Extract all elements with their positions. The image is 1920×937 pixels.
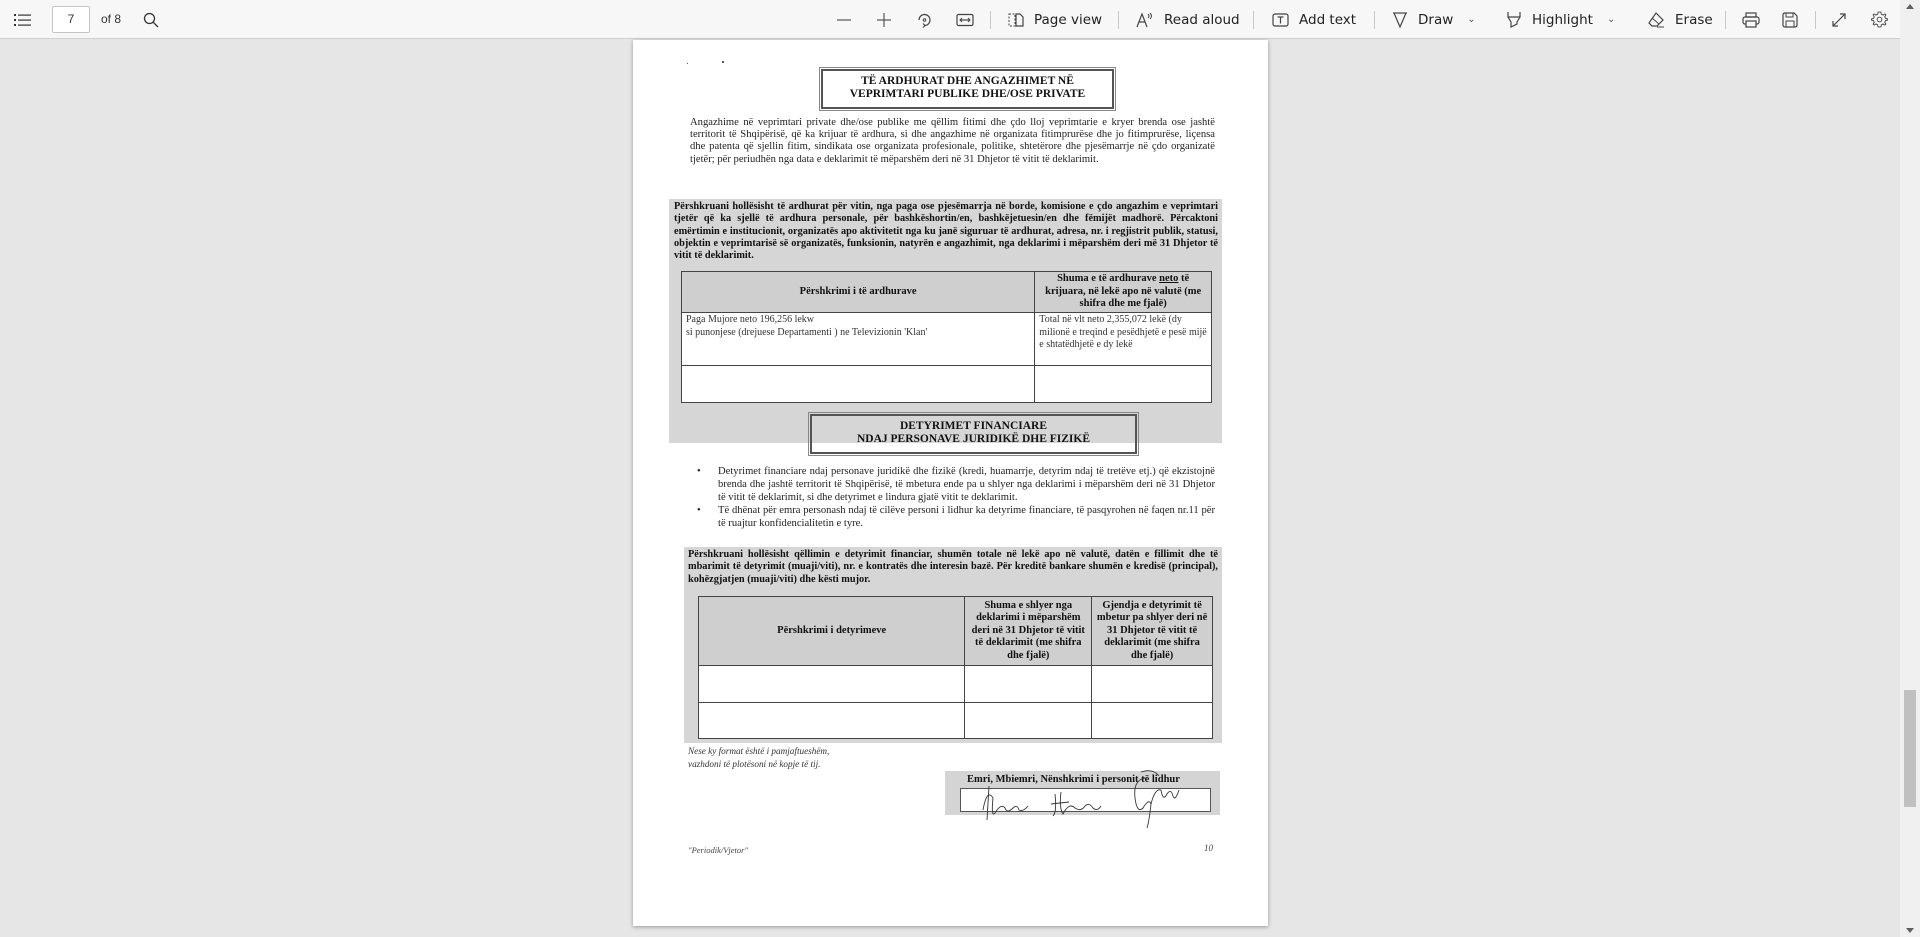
- draw-label: Draw: [1418, 11, 1454, 28]
- format-note: [688, 745, 829, 770]
- footer-page-number: 10: [1204, 843, 1213, 853]
- rotate-button[interactable]: [916, 0, 932, 39]
- section-title-income: [821, 69, 1114, 109]
- print-button[interactable]: [1742, 0, 1760, 39]
- obligations-table: [698, 596, 1213, 739]
- obligations-cell-empty: [965, 666, 1092, 703]
- section-title-financial-obligations: [810, 414, 1137, 454]
- income-amount-cell-empty: [1035, 366, 1212, 403]
- obligations-col-description-header: Përshkrimi i detyrimeve: [699, 597, 965, 666]
- highlight-dropdown-chevron-icon[interactable]: ⌄: [1606, 14, 1616, 25]
- obligations-instruction: Përshkruani hollësisht qëllimin e detyrimit financiar, shumën totale në lekë apo në valutë, datën e fillimit dhe të mbarimit të detyrimit (muaji/viti), nr. e kontratës dhe interesin bazë. Për kreditë bankare shumën e kredisë (principal), kohëzgjatjen (muaji/viti) dhe kësti mujor.: [688, 549, 1218, 585]
- income-description-cell-empty: [682, 366, 1035, 403]
- header-text: Shuma e të ardhurave: [1057, 273, 1160, 285]
- toolbar-divider: [990, 11, 991, 29]
- obligations-col-paid-header: Shuma e shlyer nga deklarimi i mëparshëm deri në 31 Dhjetor të vitit të deklarimit (me shifra dhe fjalë): [965, 597, 1092, 666]
- draw-dropdown-chevron-icon[interactable]: ⌄: [1467, 14, 1476, 25]
- income-col-description-header: Përshkrimi i të ardhurave: [682, 272, 1035, 313]
- obligations-cell-empty: [699, 666, 965, 703]
- section-title-line: NDAJ PERSONAVE JURIDIKË DHE FIZIKË: [856, 433, 1091, 445]
- income-description-cell: [682, 313, 1035, 366]
- obligations-cell-empty: [1092, 666, 1213, 703]
- search-button[interactable]: [143, 0, 159, 39]
- obligations-bullet-list: [691, 465, 1215, 530]
- vertical-scrollbar[interactable]: [1900, 0, 1920, 937]
- scroll-down-arrow-icon[interactable]: [1906, 928, 1914, 933]
- income-instruction: Përshkruani hollësisht të ardhurat për vitin, nga paga ose pjesëmarrja në borde, komisione e çdo angazhim e veprimtari tjetër që ka sjellë të ardhura personale, për bashkëshortin/en, bashkëjetuesin/en dhe fëmijët madhorë. Përcaktoni emërtimin e institucionit, organizatës apo aktivitetit nga ku janë siguruar të ardhurat, adresa, nr. i regjistrit publik, statusi, objektin e veprimtarisë së organizatës, funksionin, natyrën e angazhimit, nga deklarimi i mëparshëm deri më 31 Dhjetor të vitit të deklarimit.: [674, 201, 1218, 262]
- table-of-contents-button[interactable]: [14, 0, 32, 39]
- add-text-label: Add text: [1299, 11, 1357, 28]
- bullet-item: • Detyrimet financiare ndaj personave juridikë dhe fizikë (kredi, huamarrje, detyrim ndaj të tretëve etj.) që ekzistojnë brenda dhe jashtë territorit të Shqipërisë, të mbetura ende pa u shlyer nga deklarimi i mëparshëm deri në 31 Dhjetor të vitit të deklarimit, si dhe detyrimet e lindura gjatë vitit te deklarimit.: [691, 465, 1215, 504]
- table-row: [699, 666, 1213, 703]
- table-row: [682, 366, 1212, 403]
- page-view-label: Page view: [1034, 11, 1103, 28]
- erase-label: Erase: [1675, 11, 1713, 28]
- gear-icon: [1871, 11, 1888, 28]
- table-of-contents-icon: [14, 13, 32, 27]
- income-table: [681, 271, 1212, 403]
- pdf-page: [633, 40, 1268, 926]
- highlight-label: Highlight: [1532, 11, 1593, 28]
- print-icon: [1742, 12, 1760, 28]
- toolbar-divider: [1374, 11, 1375, 29]
- cell-line: si punonjese (drejuese Departamenti ) ne Televizionin 'Klan': [686, 326, 928, 338]
- toolbar-divider: [1725, 11, 1726, 29]
- income-col-amount-header: [1035, 272, 1212, 313]
- toolbar-divider: [1815, 11, 1816, 29]
- draw-icon: [1392, 11, 1408, 29]
- rotate-icon: [916, 12, 932, 28]
- zoom-out-button[interactable]: [836, 0, 852, 39]
- section-title-line: DETYRIMET FINANCIARE: [899, 420, 1048, 432]
- settings-button[interactable]: [1871, 0, 1888, 39]
- plus-icon: [876, 12, 892, 28]
- highlight-icon: [1506, 11, 1522, 29]
- add-text-icon: [1272, 12, 1289, 28]
- fullscreen-button[interactable]: [1831, 0, 1847, 39]
- income-intro-paragraph: Angazhime në veprimtari private dhe/ose publike me qëllim fitimi dhe çdo lloj veprimtarie e kryer brenda ose jashtë territorit të Shqipërisë, që ka krijuar të ardhura, si dhe angazhime në organizata fitimprurëse dhe jo fitimprurëse, liçensa dhe patenta që sjellin fitim, sindikata ose organizata profesionale, politike, shtetërore dhe pjesëmarrje në çdo organizatë tjetër; për periudhën nga data e deklarimit të mëparshëm deri në 31 Dhjetor të vitit të deklarimit.: [690, 117, 1215, 165]
- table-row: [682, 313, 1212, 366]
- scrollbar-thumb[interactable]: [1904, 690, 1916, 807]
- page-view-button[interactable]: [1008, 0, 1102, 39]
- eraser-icon: [1647, 12, 1665, 28]
- scroll-up-arrow-icon[interactable]: [1906, 4, 1914, 9]
- toolbar-divider: [1118, 11, 1119, 29]
- scan-speck: [687, 63, 688, 64]
- save-button[interactable]: [1782, 0, 1798, 39]
- draw-button[interactable]: [1392, 0, 1476, 39]
- section-title-line: VEPRIMTARI PUBLIKE DHE/OSE PRIVATE: [849, 88, 1086, 100]
- obligations-cell-empty: [965, 703, 1092, 739]
- page-view-icon: [1008, 12, 1024, 28]
- pdf-toolbar: [0, 0, 1900, 39]
- read-aloud-label: Read aloud: [1164, 11, 1240, 28]
- toolbar-divider: [1253, 11, 1254, 29]
- obligations-col-remaining-header: Gjendja e detyrimit të mbetur pa shlyer deri në 31 Dhjetor të vitit të deklarimit (me shifra dhe fjalë): [1092, 597, 1213, 666]
- section-title-line: TË ARDHURAT DHE ANGAZHIMET NË: [861, 75, 1074, 87]
- footer-period-label: "Periodik/Vjetor": [688, 845, 749, 855]
- fit-width-icon: [956, 13, 974, 27]
- highlight-button[interactable]: [1506, 0, 1615, 39]
- bullet-item: • Të dhënat për emra personash ndaj të cilëve personi i lidhur ka detyrime financiare, të pasqyrohen në faqen nr.11 për të ruajtur konfidencialitetin e tyre.: [691, 504, 1215, 530]
- scan-speck: [722, 61, 724, 63]
- erase-button[interactable]: [1647, 0, 1713, 39]
- read-aloud-button[interactable]: [1136, 0, 1240, 39]
- fit-width-button[interactable]: [956, 0, 974, 39]
- note-line: Nese ky format është i pamjaftueshëm,: [688, 746, 830, 756]
- income-amount-cell: Total në vlt neto 2,355,072 lekë (dy milionë e treqind e pesëdhjetë e pesë mijë e shtatëdhjetë e dy lekë: [1035, 313, 1212, 366]
- signature-label: Emri, Mbiemri, Nënshkrimi i personit të lidhur: [967, 774, 1180, 785]
- header-text: të krijuara, në lekë apo në valutë (me shifra dhe me fjalë): [1045, 273, 1202, 310]
- save-icon: [1782, 12, 1798, 28]
- table-header-row: [699, 597, 1213, 666]
- table-row: [699, 703, 1213, 739]
- search-icon: [143, 12, 159, 28]
- add-text-button[interactable]: [1272, 0, 1356, 39]
- read-aloud-icon: [1136, 12, 1154, 28]
- handwritten-signature: [973, 768, 1213, 838]
- cell-line: Paga Mujore neto 196,256 lekw: [686, 314, 815, 325]
- obligations-cell-empty: [699, 703, 965, 739]
- table-header-row: [682, 272, 1212, 313]
- expand-icon: [1831, 12, 1847, 28]
- zoom-in-button[interactable]: [876, 0, 892, 39]
- page-number-input[interactable]: 7: [52, 6, 90, 33]
- header-underlined-text: neto: [1159, 273, 1179, 285]
- page-total-label: of 8: [101, 12, 122, 26]
- minus-icon: [836, 12, 852, 28]
- obligations-cell-empty: [1092, 703, 1213, 739]
- note-line: vazhdoni të plotësoni në kopje të tij.: [688, 758, 821, 769]
